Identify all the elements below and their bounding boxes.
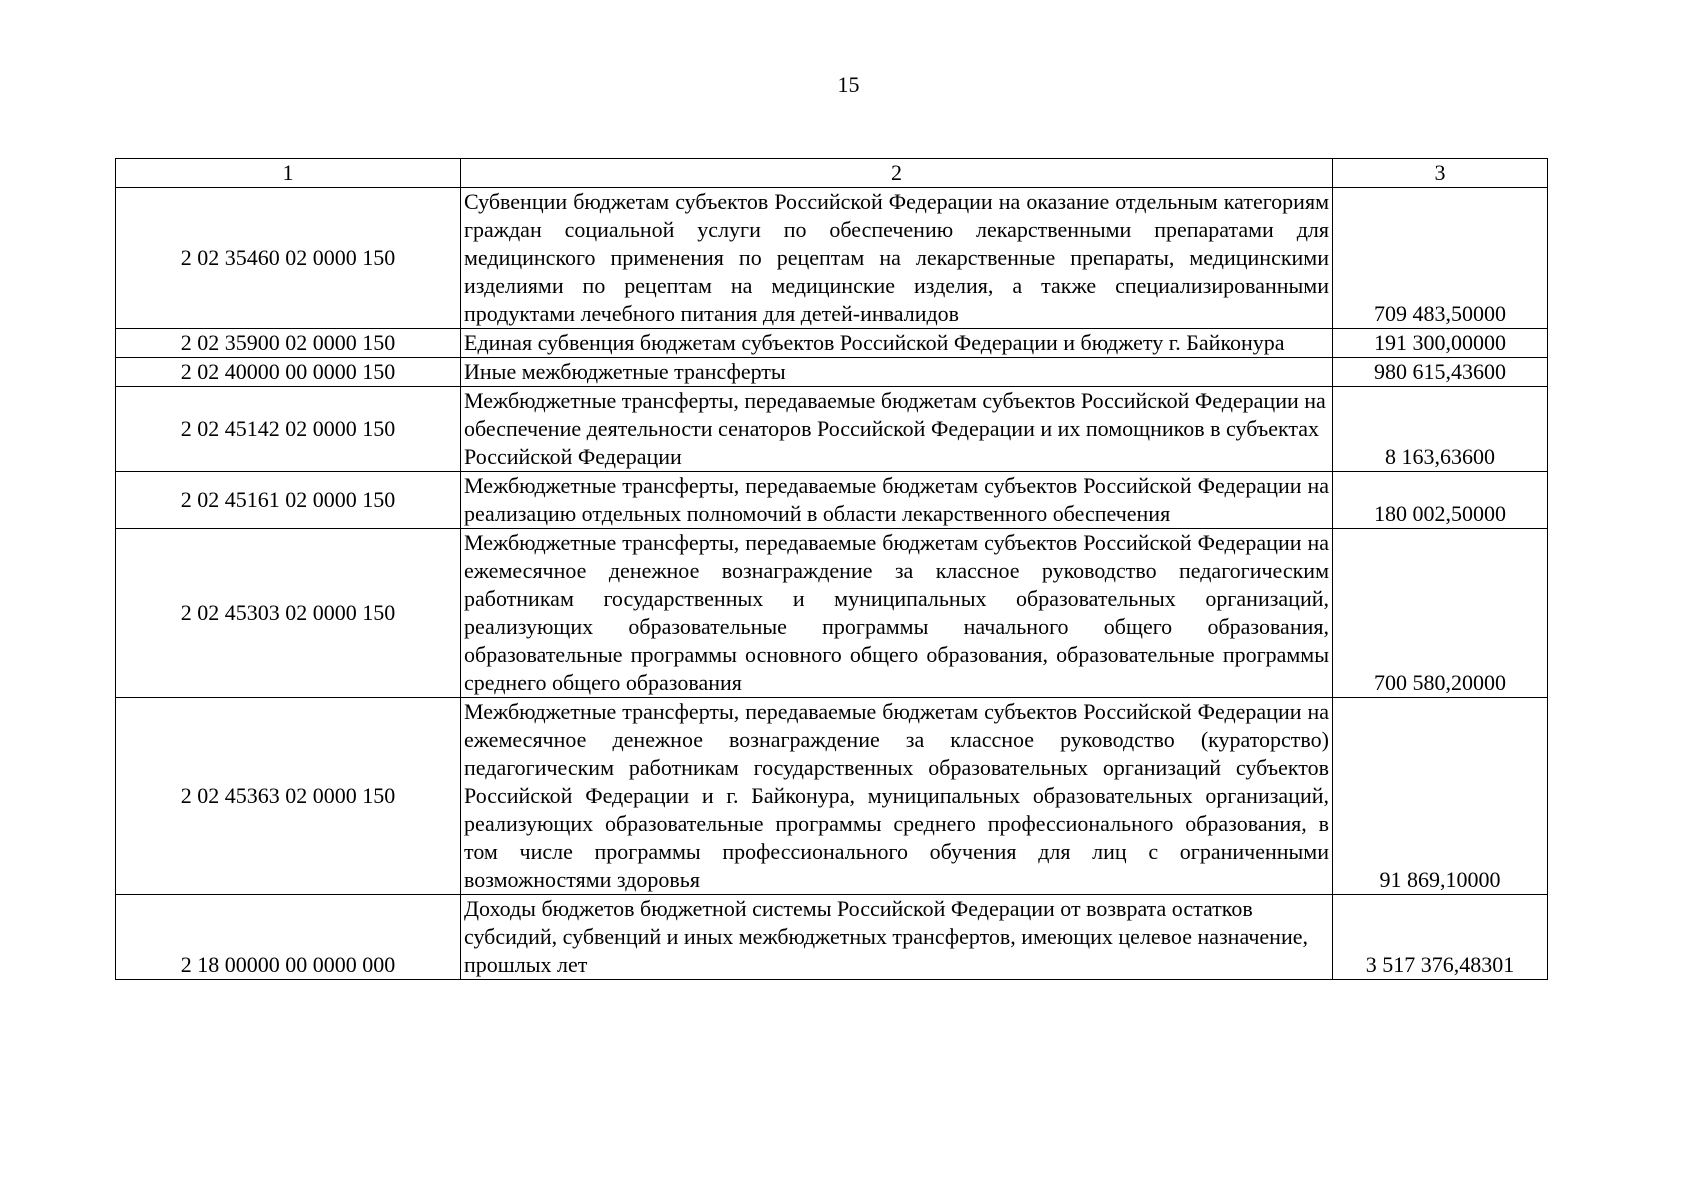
row-amount: 3 517 376,48301: [1333, 895, 1548, 980]
row-description: Межбюджетные трансферты, передаваемые бюджетам субъектов Российской Федерации на ежемесячное денежное вознаграждение за классное руководство (кураторство) педагогическим работникам государственных образовательных организаций субъектов Российской Федерации и г. Байконура, муниципальных образовательных организаций, реализующих образовательные программы среднего профессионального образования, в том числе программы профессионального обучения для лиц с ограниченными возможностями здоровья: [461, 698, 1333, 895]
row-code: 2 02 45142 02 0000 150: [116, 387, 461, 472]
table-row: [116, 188, 1548, 329]
table-row: [116, 698, 1548, 895]
row-code: 2 02 40000 00 0000 150: [116, 358, 461, 387]
row-amount: 8 163,63600: [1333, 387, 1548, 472]
table-row: [116, 895, 1548, 980]
table-header-row: [116, 159, 1548, 188]
row-description: Межбюджетные трансферты, передаваемые бюджетам субъектов Российской Федерации на реализацию отдельных полномочий в области лекарственного обеспечения: [461, 472, 1333, 529]
row-code: 2 02 35460 02 0000 150: [116, 188, 461, 329]
table-row: [116, 472, 1548, 529]
row-amount: 709 483,50000: [1333, 188, 1548, 329]
row-code: 2 02 45363 02 0000 150: [116, 698, 461, 895]
row-description: Межбюджетные трансферты, передаваемые бюджетам субъектов Российской Федерации на ежемесячное денежное вознаграждение за классное руководство педагогическим работникам государственных и муниципальных образовательных организаций, реализующих образовательные программы начального общего образования, образовательные программы основного общего образования, образовательные программы среднего общего образования: [461, 529, 1333, 698]
table-row: [116, 329, 1548, 358]
column-header-1: 1: [116, 159, 461, 188]
row-description: Единая субвенция бюджетам субъектов Российской Федерации и бюджету г. Байконура: [461, 329, 1333, 358]
row-description: Иные межбюджетные трансферты: [461, 358, 1333, 387]
row-code: 2 02 45303 02 0000 150: [116, 529, 461, 698]
row-description: Доходы бюджетов бюджетной системы Российской Федерации от возврата остатков субсидий, субвенций и иных межбюджетных трансфертов, имеющих целевое назначение, прошлых лет: [461, 895, 1333, 980]
row-description: Межбюджетные трансферты, передаваемые бюджетам субъектов Российской Федерации на обеспечение деятельности сенаторов Российской Федерации и их помощников в субъектах Российской Федерации: [461, 387, 1333, 472]
table-row: [116, 387, 1548, 472]
row-amount: 191 300,00000: [1333, 329, 1548, 358]
row-code: 2 02 45161 02 0000 150: [116, 472, 461, 529]
column-header-2: 2: [461, 159, 1333, 188]
row-amount: 180 002,50000: [1333, 472, 1548, 529]
column-header-3: 3: [1333, 159, 1548, 188]
row-code: 2 18 00000 00 0000 000: [116, 895, 461, 980]
row-amount: 700 580,20000: [1333, 529, 1548, 698]
table-row: [116, 358, 1548, 387]
budget-table: [115, 158, 1548, 980]
row-amount: 91 869,10000: [1333, 698, 1548, 895]
row-amount: 980 615,43600: [1333, 358, 1548, 387]
row-code: 2 02 35900 02 0000 150: [116, 329, 461, 358]
table-row: [116, 529, 1548, 698]
page-number: 15: [837, 72, 860, 97]
row-description: Субвенции бюджетам субъектов Российской Федерации на оказание отдельным категориям граждан социальной услуги по обеспечению лекарственными препаратами для медицинского применения по рецептам на лекарственные препараты, медицинскими изделиями по рецептам на медицинские изделия, а также специализированными продуктами лечебного питания для детей-инвалидов: [461, 188, 1333, 329]
